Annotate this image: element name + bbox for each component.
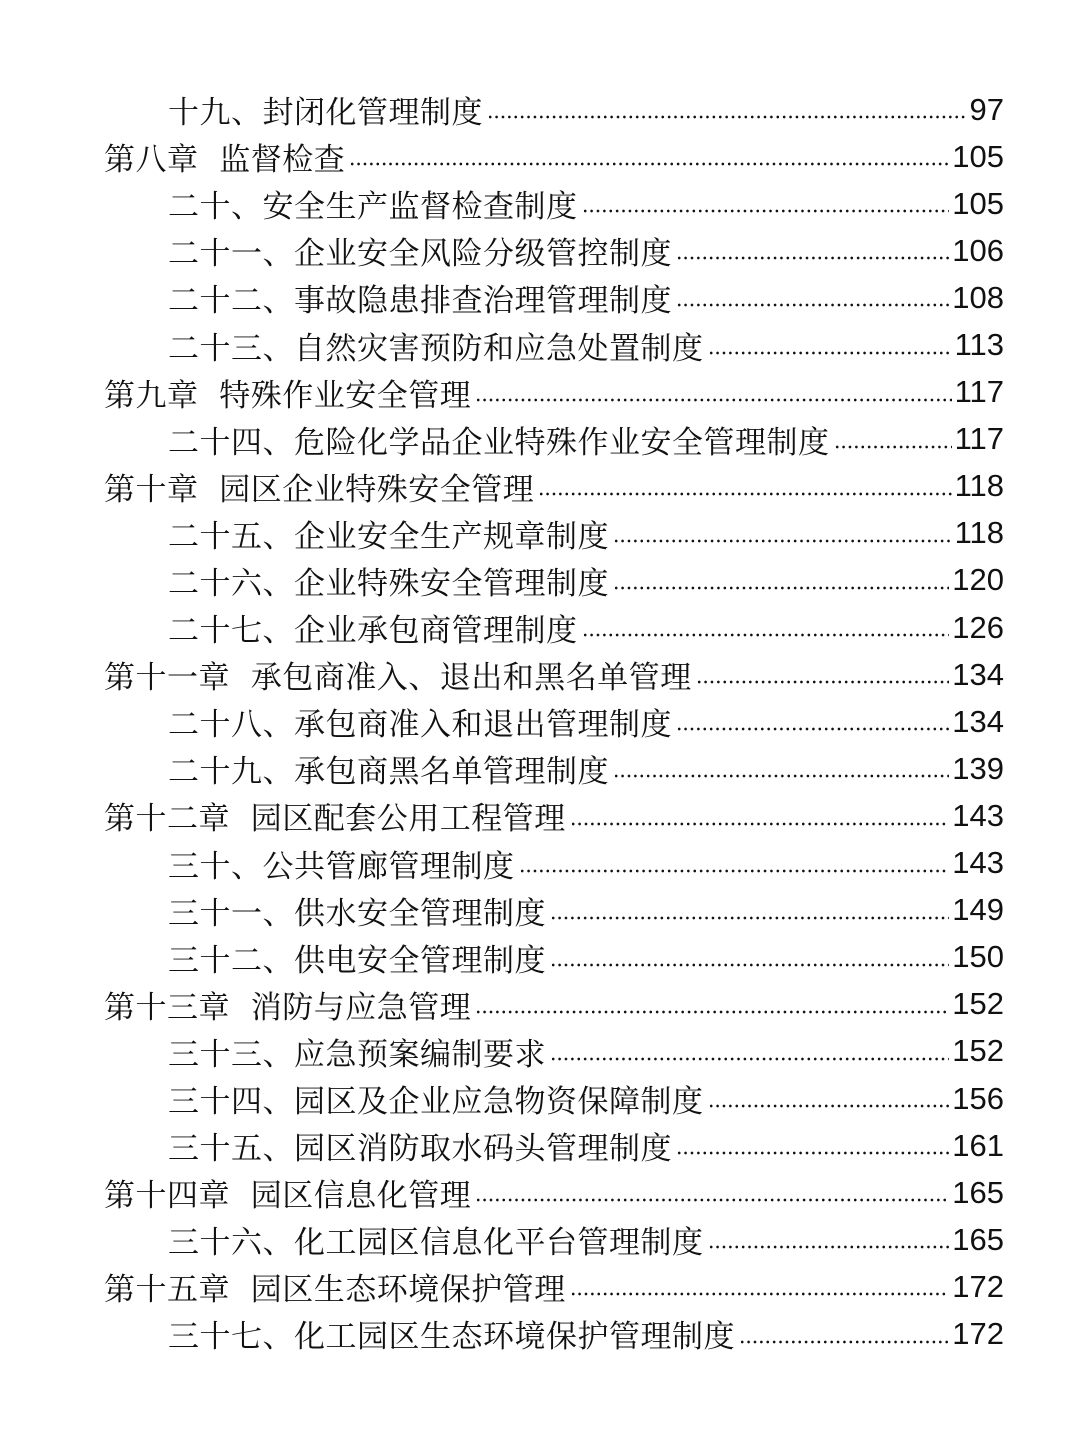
toc-section-row[interactable] (0, 934, 1080, 981)
toc-section-row[interactable] (0, 840, 1080, 887)
toc-section-row[interactable] (0, 604, 1080, 651)
toc-page-number: 105 (952, 185, 1004, 221)
toc-section-row[interactable] (0, 1310, 1080, 1357)
toc-entry-title: 二十三、自然灾害预防和应急处置制度 (168, 330, 704, 367)
toc-entry-title: 二十四、危险化学品企业特殊作业安全管理制度 (168, 424, 830, 461)
dot-leader (349, 159, 949, 167)
dot-leader (550, 960, 949, 968)
toc-entry-title: 第十五章 园区生态环境保护管理 (104, 1272, 566, 1309)
toc-page-number: 97 (969, 91, 1004, 127)
dot-leader (708, 1242, 950, 1250)
toc-entry-title: 第十三章 消防与应急管理 (104, 989, 472, 1026)
toc-section-row[interactable] (0, 1028, 1080, 1075)
toc-section-row[interactable] (0, 227, 1080, 274)
toc-page-number: 156 (952, 1080, 1004, 1116)
toc-section-row[interactable] (0, 557, 1080, 604)
toc-entry-title: 二十九、承包商黑名单管理制度 (168, 754, 609, 791)
dot-leader (582, 630, 950, 638)
toc-page-number: 172 (952, 1315, 1004, 1351)
toc-section-row[interactable] (0, 274, 1080, 321)
toc-section-row[interactable] (0, 1122, 1080, 1169)
dot-leader (834, 442, 952, 450)
toc-entry-title: 第十四章 园区信息化管理 (104, 1178, 472, 1215)
dot-leader (613, 536, 952, 544)
dot-leader (475, 1007, 949, 1015)
toc-chapter-row[interactable] (0, 651, 1080, 698)
toc-chapter-row[interactable] (0, 981, 1080, 1028)
toc-page-number: 134 (952, 703, 1004, 739)
dot-leader (676, 300, 949, 308)
toc-chapter-row[interactable] (0, 463, 1080, 510)
toc-entry-title: 三十五、园区消防取水码头管理制度 (168, 1131, 672, 1168)
toc-section-row[interactable] (0, 321, 1080, 368)
toc-page-number: 161 (952, 1127, 1004, 1163)
toc-entry-title: 三十三、应急预案编制要求 (168, 1036, 546, 1073)
toc-section-row[interactable] (0, 698, 1080, 745)
toc-entry-title: 三十二、供电安全管理制度 (168, 942, 546, 979)
toc-entry-title: 十九、封闭化管理制度 (168, 95, 483, 132)
dot-leader (676, 1148, 949, 1156)
toc-page-number: 118 (954, 468, 1004, 504)
dot-leader (582, 206, 950, 214)
toc-entry-title: 二十八、承包商准入和退出管理制度 (168, 707, 672, 744)
toc-section-row[interactable] (0, 745, 1080, 792)
toc-section-row[interactable] (0, 1216, 1080, 1263)
toc-entry-title: 第十二章 园区配套公用工程管理 (104, 801, 566, 838)
dot-leader (538, 489, 951, 497)
toc-page-number: 143 (952, 797, 1004, 833)
dot-leader (519, 866, 950, 874)
toc-page-number: 108 (952, 279, 1004, 315)
dot-leader (613, 771, 949, 779)
toc-section-row[interactable] (0, 1075, 1080, 1122)
toc-page-number: 120 (952, 562, 1004, 598)
toc-entry-title: 第八章 监督检查 (104, 142, 346, 179)
toc-chapter-row[interactable] (0, 1169, 1080, 1216)
dot-leader (475, 395, 951, 403)
toc-page-number: 165 (952, 1174, 1004, 1210)
toc-chapter-row[interactable] (0, 1263, 1080, 1310)
toc-entry-title: 二十一、企业安全风险分级管控制度 (168, 236, 672, 273)
toc-page-number: 118 (954, 515, 1004, 551)
dot-leader (676, 253, 949, 261)
table-of-contents (0, 86, 1080, 1358)
toc-page-number: 117 (954, 421, 1004, 457)
dot-leader (708, 348, 952, 356)
toc-page-number: 143 (952, 845, 1004, 881)
toc-page-number: 172 (952, 1268, 1004, 1304)
toc-chapter-row[interactable] (0, 369, 1080, 416)
toc-section-row[interactable] (0, 510, 1080, 557)
toc-page-number: 150 (952, 939, 1004, 975)
toc-page-number: 149 (952, 892, 1004, 928)
toc-entry-title: 三十六、化工园区信息化平台管理制度 (168, 1225, 704, 1262)
toc-page-number: 113 (954, 327, 1004, 363)
dot-leader (696, 677, 950, 685)
toc-chapter-row[interactable] (0, 133, 1080, 180)
toc-page-number: 117 (954, 374, 1004, 410)
toc-section-row[interactable] (0, 180, 1080, 227)
dot-leader (613, 583, 949, 591)
toc-entry-title: 二十二、事故隐患排查治理管理制度 (168, 283, 672, 320)
toc-page-number: 105 (952, 138, 1004, 174)
toc-entry-title: 三十四、园区及企业应急物资保障制度 (168, 1084, 704, 1121)
dot-leader (676, 724, 949, 732)
toc-entry-title: 二十七、企业承包商管理制度 (168, 613, 578, 650)
toc-page-number: 152 (952, 1033, 1004, 1069)
toc-entry-title: 二十五、企业安全生产规章制度 (168, 518, 609, 555)
toc-entry-title: 第十一章 承包商准入、退出和黑名单管理 (104, 660, 692, 697)
toc-entry-title: 第十章 园区企业特殊安全管理 (104, 471, 535, 508)
dot-leader (475, 1195, 949, 1203)
dot-leader (570, 819, 950, 827)
toc-section-row[interactable] (0, 887, 1080, 934)
dot-leader (739, 1337, 949, 1345)
dot-leader (570, 1289, 950, 1297)
toc-page-number: 152 (952, 986, 1004, 1022)
toc-page-number: 139 (952, 750, 1004, 786)
toc-entry-title: 第九章 特殊作业安全管理 (104, 377, 472, 414)
toc-page-number: 106 (952, 232, 1004, 268)
dot-leader (708, 1101, 950, 1109)
dot-leader (487, 112, 967, 120)
toc-section-row[interactable] (0, 86, 1080, 133)
dot-leader (550, 913, 949, 921)
toc-page-number: 126 (952, 609, 1004, 645)
toc-section-row[interactable] (0, 416, 1080, 463)
toc-entry-title: 三十、公共管廊管理制度 (168, 848, 515, 885)
dot-leader (550, 1054, 949, 1062)
toc-entry-title: 二十、安全生产监督检查制度 (168, 189, 578, 226)
toc-page-number: 165 (952, 1221, 1004, 1257)
toc-chapter-row[interactable] (0, 792, 1080, 839)
toc-entry-title: 三十七、化工园区生态环境保护管理制度 (168, 1319, 735, 1356)
toc-entry-title: 二十六、企业特殊安全管理制度 (168, 565, 609, 602)
toc-entry-title: 三十一、供水安全管理制度 (168, 895, 546, 932)
toc-page-number: 134 (952, 656, 1004, 692)
